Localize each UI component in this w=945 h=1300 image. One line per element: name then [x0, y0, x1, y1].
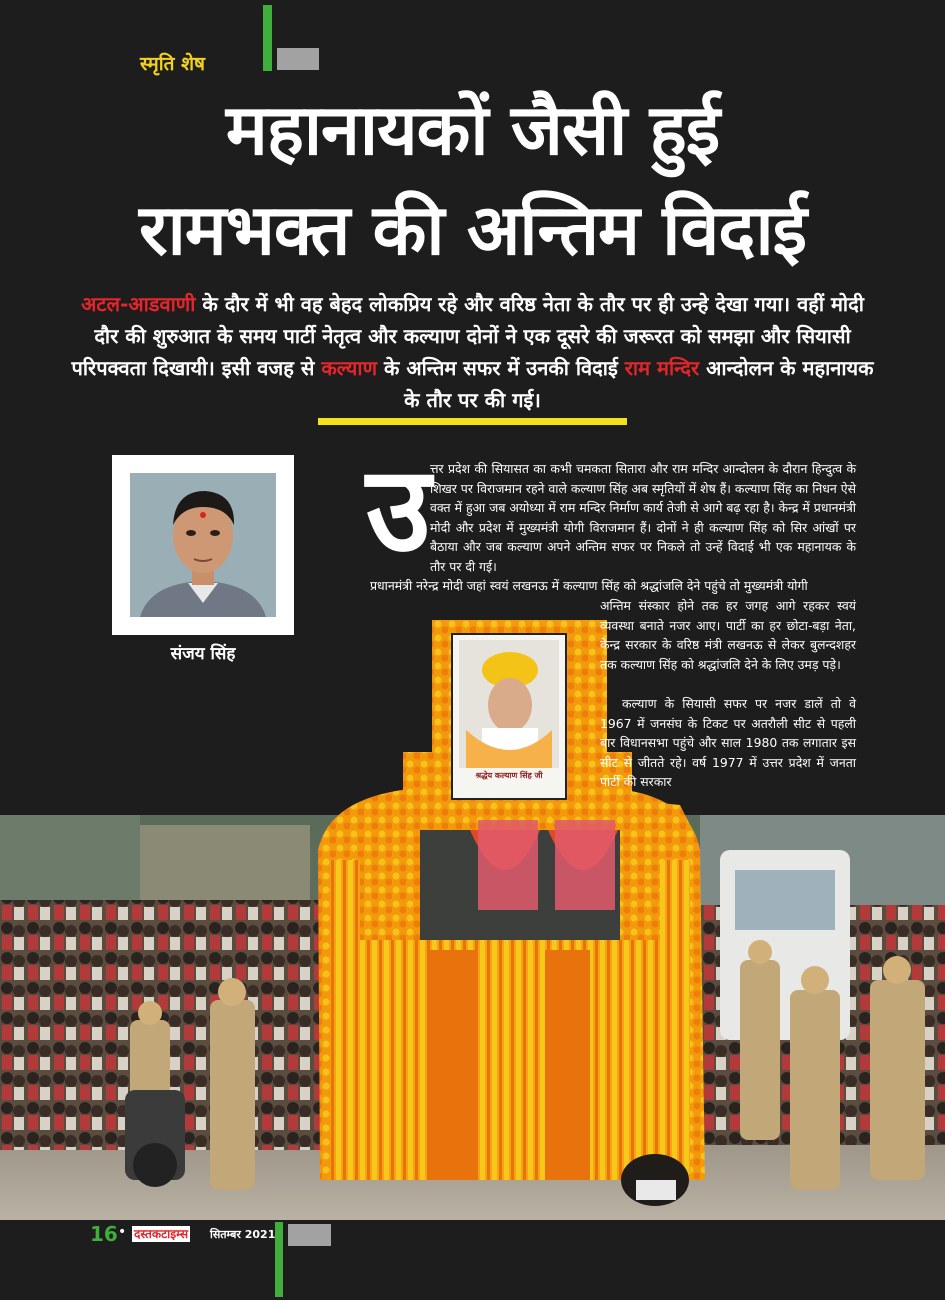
- author-name: संजय सिंह: [170, 644, 236, 664]
- author-portrait-icon: [130, 473, 276, 617]
- article-paragraph-2: प्रधानमंत्री नरेन्द्र मोदी जहां स्वयं लखनऊ में कल्याण सिंह को श्रद्धांजलि देने पहुंचे तो मुख्यमंत्री योगी: [370, 578, 808, 593]
- standfirst-text-2: के अन्तिम सफर में उनकी विदाई: [377, 356, 625, 380]
- green-accent-bar-bottom: [275, 1222, 283, 1297]
- standfirst-highlight-3: राम मन्दिर: [624, 356, 700, 380]
- issue-date: सितम्बर 2021: [210, 1228, 276, 1241]
- dropcap: उ: [366, 439, 431, 578]
- footer-bullet: •: [118, 1224, 127, 1240]
- gray-accent-box-bottom: [288, 1224, 331, 1246]
- portrait-caption: श्रद्धेय कल्याण सिंह जी: [475, 771, 543, 780]
- standfirst-highlight-1: अटल-आडवाणी: [81, 292, 196, 316]
- yellow-divider: [318, 418, 627, 425]
- headline-line-1: महानायकों जैसी हुई: [225, 89, 720, 171]
- article-paragraph-1: त्तर प्रदेश की सियासत का कभी चमकता सितारा और राम मन्दिर आन्दोलन के दौरान हिन्दुत्व के शिखर पर विराजमान रहने वाले कल्याण सिंह अब स्मृतियों में शेष हैं। कल्याण सिंह का निधन ऐसे वक्त में हुआ जब अयोध्या में राम मन्दिर निर्माण कार्य तेजी से आगे बढ़ रहा है। केन्द्र में प्रधानमंत्री मोदी और प्रदेश में मुख्यमंत्री योगी विराजमान हैं। दोनों ने ही कल्याण सिंह को सिर आंखों पर बैठाया और जब कल्याण अपने अन्तिम सफर पर निकले तो उन्हें विदाई भी एक महानायक के तौर पर दी गई।: [430, 461, 856, 574]
- section-tag: स्मृति शेष: [140, 53, 206, 75]
- article-paragraph-3: अन्तिम संस्कार होने तक हर जगह आगे रहकर स्वयं व्यवस्था बनाते नजर आए। पार्टी का हर छोटा-बड़ा नेता, केन्द्र सरकार के वरिष्ठ मंत्री लखनऊ से लेकर बुलन्दशहर तक कल्याण सिंह को श्रद्धांजलि देने के लिए उमड़ पड़े।: [600, 598, 856, 672]
- magazine-logo: दस्तकटाइम्स: [134, 1227, 189, 1241]
- headline-line-2: रामभक्त की अन्तिम विदाई: [139, 189, 806, 271]
- standfirst-text-3: आन्दोलन के महानायक के तौर पर की गई।: [404, 356, 874, 412]
- author-photo: [130, 473, 276, 617]
- article-paragraph-4: कल्याण के सियासी सफर पर नजर डालें तो वे 1967 में जनसंघ के टिकट पर अतरौली सीट से पहली बार विधानसभा पहुंचे और साल 1980 तक लगातार इस सीट से जीतते रहे। वर्ष 1977 में उत्तर प्रदेश में जनता पार्टी की सरकार: [600, 696, 856, 790]
- green-accent-bar-top: [263, 5, 272, 71]
- gray-accent-box-top: [277, 48, 319, 70]
- standfirst-highlight-2: कल्याण: [321, 356, 378, 380]
- standfirst-text-1: के दौर में भी वह बेहद लोकप्रिय रहे और वरिष्ठ नेता के तौर पर ही उन्हे देखा गया। वहीं मोदी दौर की शुरुआत के समय पार्टी नेतृत्व और कल्याण दोनों ने एक दूसरे की जरूरत को समझा और सियासी परिपक्वता दिखायी। इसी वजह से: [71, 292, 864, 380]
- page-number: 16: [90, 1222, 118, 1246]
- standfirst: [70, 288, 875, 416]
